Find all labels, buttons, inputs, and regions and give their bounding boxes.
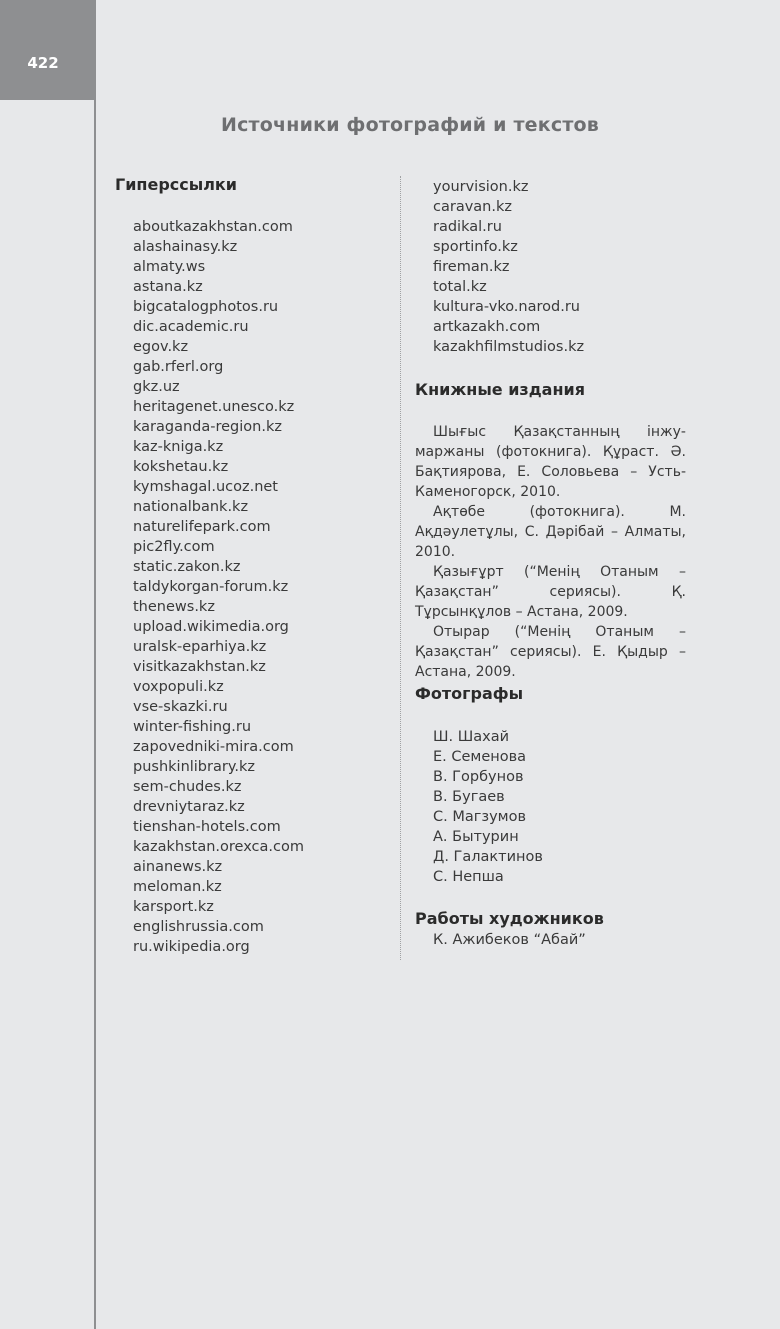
photographer-item: В. Горбунов bbox=[433, 769, 524, 785]
hyperlinks-list bbox=[133, 217, 304, 957]
hyperlink-item: uralsk-eparhiya.kz bbox=[133, 639, 267, 655]
photographer-item: С. Магзумов bbox=[433, 809, 527, 825]
hyperlink-item: winter-fishing.ru bbox=[133, 719, 252, 735]
hyperlink-item: voxpopuli.kz bbox=[133, 679, 224, 695]
hyperlink-item: sportinfo.kz bbox=[433, 239, 518, 255]
artists-heading: Работы художников bbox=[415, 909, 604, 928]
hyperlink-item: tienshan-hotels.com bbox=[133, 819, 281, 835]
photographers-list bbox=[433, 727, 543, 887]
hyperlink-item: astana.kz bbox=[133, 279, 203, 295]
hyperlink-item: dic.academic.ru bbox=[133, 319, 249, 335]
hyperlink-item: naturelifepark.com bbox=[133, 519, 271, 535]
photographer-item: Д. Галактинов bbox=[433, 849, 543, 865]
hyperlink-item: total.kz bbox=[433, 279, 487, 295]
books-heading: Книжные издания bbox=[415, 380, 585, 399]
hyperlink-item: meloman.kz bbox=[133, 879, 222, 895]
hyperlink-item: gab.rferl.org bbox=[133, 359, 224, 375]
hyperlink-item: kymshagal.ucoz.net bbox=[133, 479, 278, 495]
hyperlink-item: fireman.kz bbox=[433, 259, 510, 275]
hyperlink-item: artkazakh.com bbox=[433, 319, 541, 335]
hyperlink-item: kazakhstan.orexca.com bbox=[133, 839, 304, 855]
hyperlink-item: ainanews.kz bbox=[133, 859, 223, 875]
hyperlink-item: bigcatalogphotos.ru bbox=[133, 299, 279, 315]
hyperlink-item: aboutkazakhstan.com bbox=[133, 219, 293, 235]
hyperlink-item: sem-chudes.kz bbox=[133, 779, 242, 795]
artist-item: К. Ажибеков “Абай” bbox=[433, 932, 586, 948]
hyperlink-item: englishrussia.com bbox=[133, 919, 264, 935]
hyperlink-item: radikal.ru bbox=[433, 219, 502, 235]
photographer-item: А. Бытурин bbox=[433, 829, 519, 845]
hyperlink-item: ru.wikipedia.org bbox=[133, 939, 250, 955]
page-number-tab bbox=[0, 0, 95, 100]
hyperlink-item: alashainasy.kz bbox=[133, 239, 238, 255]
hyperlink-item: nationalbank.kz bbox=[133, 499, 249, 515]
book-entry: Шығыс Қазақстанның інжу-маржаны (фотокнига). Құраст. Ә. Бақтиярова, Е. Соловьева – Усть-Каменогорск, 2010. bbox=[415, 424, 686, 500]
page-number: 422 bbox=[27, 54, 59, 72]
book-entry: Отырар (“Менің Отаным – Қазақстан” сериясы). Е. Қыдыр – Астана, 2009. bbox=[415, 624, 686, 680]
hyperlink-item: kokshetau.kz bbox=[133, 459, 229, 475]
hyperlink-item: pic2fly.com bbox=[133, 539, 215, 555]
hyperlink-item: pushkinlibrary.kz bbox=[133, 759, 255, 775]
hyperlink-item: thenews.kz bbox=[133, 599, 215, 615]
hyperlink-item: almaty.ws bbox=[133, 259, 206, 275]
hyperlinks-heading: Гиперссылки bbox=[115, 175, 237, 194]
photographer-item: Е. Семенова bbox=[433, 749, 527, 765]
hyperlink-item: visitkazakhstan.kz bbox=[133, 659, 266, 675]
book-entry: Ақтөбе (фотокнига). М. Ақдәулетұлы, С. Дәрібай – Алматы, 2010. bbox=[415, 504, 686, 560]
hyperlink-item: karaganda-region.kz bbox=[133, 419, 282, 435]
photographer-item: В. Бугаев bbox=[433, 789, 505, 805]
photographer-item: С. Непша bbox=[433, 869, 504, 885]
hyperlinks-list-continued bbox=[433, 177, 584, 357]
hyperlink-item: heritagenet.unesco.kz bbox=[133, 399, 295, 415]
hyperlink-item: static.zakon.kz bbox=[133, 559, 241, 575]
hyperlink-item: vse-skazki.ru bbox=[133, 699, 228, 715]
hyperlink-item: upload.wikimedia.org bbox=[133, 619, 289, 635]
hyperlink-item: taldykorgan-forum.kz bbox=[133, 579, 289, 595]
photographers-heading: Фотографы bbox=[415, 684, 524, 703]
hyperlink-item: yourvision.kz bbox=[433, 179, 529, 195]
hyperlink-item: gkz.uz bbox=[133, 379, 180, 395]
left-margin-strip bbox=[0, 0, 96, 1329]
hyperlink-item: kaz-kniga.kz bbox=[133, 439, 224, 455]
hyperlink-item: caravan.kz bbox=[433, 199, 512, 215]
books-list bbox=[415, 422, 686, 682]
hyperlink-item: karsport.kz bbox=[133, 899, 214, 915]
hyperlink-item: egov.kz bbox=[133, 339, 189, 355]
page-title: Источники фотографий и текстов bbox=[220, 114, 600, 136]
book-entry: Қазығұрт (“Менің Отаным – Қазақстан” сериясы). Қ. Тұрсынқұлов – Астана, 2009. bbox=[415, 564, 686, 620]
column-divider bbox=[400, 176, 401, 960]
photographer-item: Ш. Шахай bbox=[433, 729, 510, 745]
hyperlink-item: drevniytaraz.kz bbox=[133, 799, 245, 815]
hyperlink-item: zapovedniki-mira.com bbox=[133, 739, 294, 755]
hyperlink-item: kultura-vko.narod.ru bbox=[433, 299, 580, 315]
hyperlink-item: kazakhfilmstudios.kz bbox=[433, 339, 585, 355]
